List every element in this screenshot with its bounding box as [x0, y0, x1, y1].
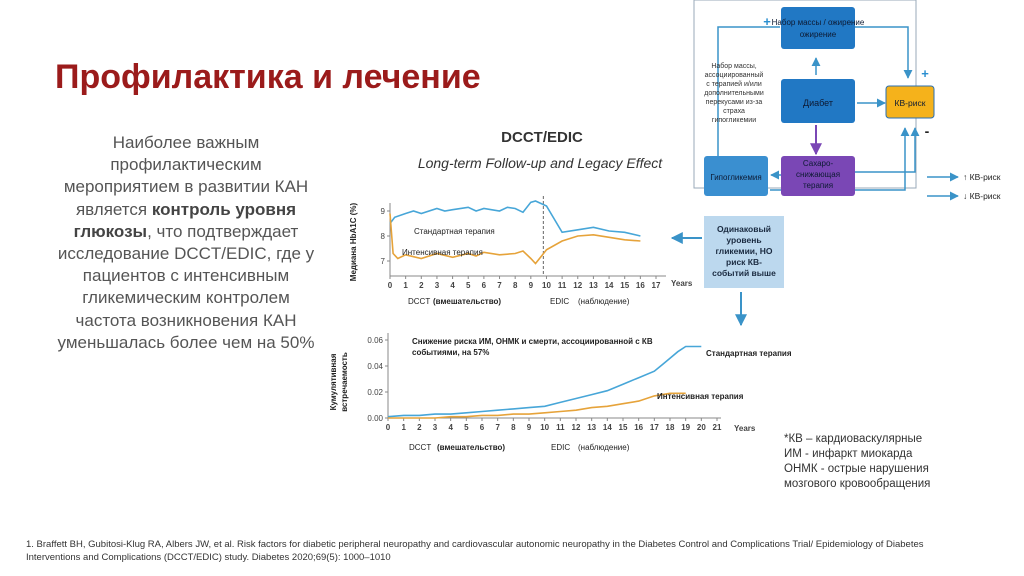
hba1c-x-unit: Years — [671, 279, 693, 288]
incidence-phase-intervention: (вмешательство) — [437, 443, 506, 452]
diagram-note-7: гипогликемии — [711, 117, 757, 124]
x-tick-label: 17 — [649, 423, 659, 432]
therapy-box-label-1: Сахаро- — [802, 159, 834, 168]
x-tick-label: 21 — [712, 423, 722, 432]
therapy-box-label-2: снижающая — [795, 170, 841, 179]
x-tick-label: 9 — [528, 281, 534, 290]
y-tick-label: 0.02 — [367, 388, 383, 397]
incidence-standard-series-line — [388, 347, 701, 417]
x-tick-label: 6 — [479, 423, 485, 432]
x-tick-label: 17 — [651, 281, 661, 290]
x-tick-label: 4 — [450, 281, 455, 290]
diagram-note-1: Набор массы, — [711, 63, 757, 70]
therapy-box-label-3: терапия — [802, 181, 834, 190]
x-tick-label: 12 — [571, 423, 581, 432]
x-tick-label: 11 — [556, 423, 565, 432]
callout-line-2: уровень — [726, 235, 762, 245]
x-tick-label: 14 — [604, 281, 614, 290]
x-tick-label: 2 — [417, 423, 422, 432]
reference-citation: 1. Braffett BH, Gubitosi-Klug RA, Albers JW, et al. Risk factors for diabetic peripheral neuropathy and cardiovascular autonomic neuropathy in the Diabetes Control and Complications Trial/ Epidemiology of Diabetes Interventions and Complications (DCCT/EDIC) study. Diabetes 2020;69(5): 1000–1010 — [26, 539, 924, 563]
incidence-phase-dcct: DCCT — [409, 443, 432, 452]
abbreviations-footnote — [784, 432, 984, 492]
footnote-line: *КВ – кардиоваскулярные — [784, 433, 923, 445]
x-tick-label: 18 — [665, 423, 675, 432]
y-tick-label: 9 — [380, 207, 385, 216]
x-tick-label: 4 — [448, 423, 453, 432]
body-text-part-2: , что подтверждает исследование DCCT/EDIC, где у пациентов с интенсивным гликемическим контролем частота возникновения КАН уменьшалась более чем на 50% — [57, 221, 315, 352]
x-tick-label: 2 — [419, 281, 424, 290]
x-tick-label: 19 — [681, 423, 691, 432]
y-tick-label: 0.00 — [367, 414, 383, 423]
x-tick-label: 1 — [403, 281, 408, 290]
incidence-intensive-series-label: Интенсивная терапия — [657, 392, 744, 401]
incidence-standard-series-label: Стандартная терапия — [706, 349, 792, 358]
diagram-note-6: страха — [723, 108, 745, 115]
x-tick-label: 5 — [464, 423, 469, 432]
x-tick-label: 3 — [432, 423, 438, 432]
x-tick-label: 15 — [618, 423, 628, 432]
y-tick-label: 7 — [380, 257, 385, 266]
x-tick-label: 13 — [588, 281, 598, 290]
x-tick-label: 6 — [481, 281, 487, 290]
hba1c-phase-dcct: DCCT — [408, 297, 431, 306]
incidence-y-axis-title-2: встречаемость — [340, 352, 349, 412]
y-tick-label: 0.06 — [367, 336, 383, 345]
callout-line-1: Одинаковый — [717, 224, 771, 234]
x-tick-label: 1 — [401, 423, 406, 432]
callout-line-4: риск КВ- — [726, 257, 762, 267]
x-tick-label: 8 — [512, 281, 518, 290]
diagram-note-5: перекусами из-за — [705, 99, 763, 106]
incidence-x-unit: Years — [734, 424, 756, 433]
incidence-phase-observation: (наблюдение) — [578, 443, 630, 452]
body-text-bold: контроль уровня глюкозы — [73, 199, 297, 241]
weight-box-label-2: ожирение — [799, 30, 837, 39]
footnote-line: ОНМК - острые нарушения — [784, 463, 929, 475]
incidence-y-axis-title-1: Кумулятивная — [329, 353, 338, 411]
x-tick-label: 10 — [542, 281, 551, 290]
incidence-phase-edic: EDIC — [551, 443, 571, 452]
x-tick-label: 7 — [497, 281, 502, 290]
y-tick-label: 0.04 — [367, 362, 383, 371]
diagram-note-2: ассоциированный — [704, 72, 764, 79]
hba1c-intensive-series-label: Интенсивная терапия — [402, 248, 483, 257]
x-tick-label: 14 — [602, 423, 612, 432]
x-tick-label: 0 — [385, 423, 391, 432]
diagram-note-4: дополнительными — [704, 90, 764, 97]
legend-up-label: ↑ КВ-риск — [963, 172, 1001, 182]
hba1c-y-axis-title: Медиана HbA1C (%) — [349, 202, 358, 282]
weight-box-label: Набор массы / ожирение — [771, 18, 865, 27]
x-tick-label: 15 — [620, 281, 630, 290]
plus-sign-cv: + — [921, 66, 929, 81]
hba1c-phase-observation: (наблюдение) — [578, 297, 630, 306]
y-tick-label: 8 — [380, 232, 385, 241]
legend-down-label: ↓ КВ-риск — [963, 191, 1001, 201]
minus-sign-cv: - — [924, 123, 930, 139]
plus-sign-weight: + — [763, 14, 771, 29]
slide-title: Профилактика и лечение — [55, 58, 481, 96]
cv-risk-box-label: КВ-риск — [894, 98, 926, 108]
x-tick-label: 8 — [511, 423, 516, 432]
incidence-annotation-line-1: Снижение риска ИМ, ОНМК и смерти, ассоциированной с КВ — [412, 337, 653, 346]
x-tick-label: 16 — [635, 281, 645, 290]
figure-subheading: Long-term Follow-up and Legacy Effect — [417, 155, 663, 171]
hba1c-phase-edic: EDIC — [550, 297, 570, 306]
x-tick-label: 0 — [387, 281, 393, 290]
x-tick-label: 20 — [696, 423, 706, 432]
footnote-line: ИМ - инфаркт миокарда — [784, 448, 913, 460]
callout-line-5: событий выше — [712, 268, 776, 278]
x-tick-label: 12 — [573, 281, 583, 290]
x-tick-label: 3 — [434, 281, 440, 290]
body-text-part-1: Наиболее важным профилактическим мероприятием в развитии КАН является — [63, 133, 309, 219]
x-tick-label: 5 — [466, 281, 471, 290]
x-tick-label: 10 — [540, 423, 550, 432]
hba1c-chart — [349, 196, 693, 306]
hba1c-phase-intervention: (вмешательство) — [433, 297, 502, 306]
diagram-note-3: с терапией и/или — [706, 81, 762, 88]
footnote-line: мозгового кровообращения — [784, 478, 931, 490]
cumulative-incidence-chart — [329, 333, 792, 452]
weight-box — [781, 7, 855, 49]
figure-heading: DCCT/EDIC — [501, 129, 583, 146]
diabetes-box-label: Диабет — [802, 98, 834, 108]
callout-line-3: гликемии, НО — [715, 246, 773, 256]
hypo-box-label: Гипогликемия — [710, 173, 762, 182]
x-tick-label: 9 — [526, 423, 532, 432]
mechanism-diagram — [694, 0, 1001, 201]
x-tick-label: 7 — [495, 423, 500, 432]
x-tick-label: 13 — [587, 423, 597, 432]
incidence-annotation-line-2: событиями, на 57% — [412, 348, 490, 357]
hba1c-standard-series-label: Стандартная терапия — [414, 227, 495, 236]
x-tick-label: 16 — [634, 423, 644, 432]
x-tick-label: 11 — [557, 281, 567, 290]
